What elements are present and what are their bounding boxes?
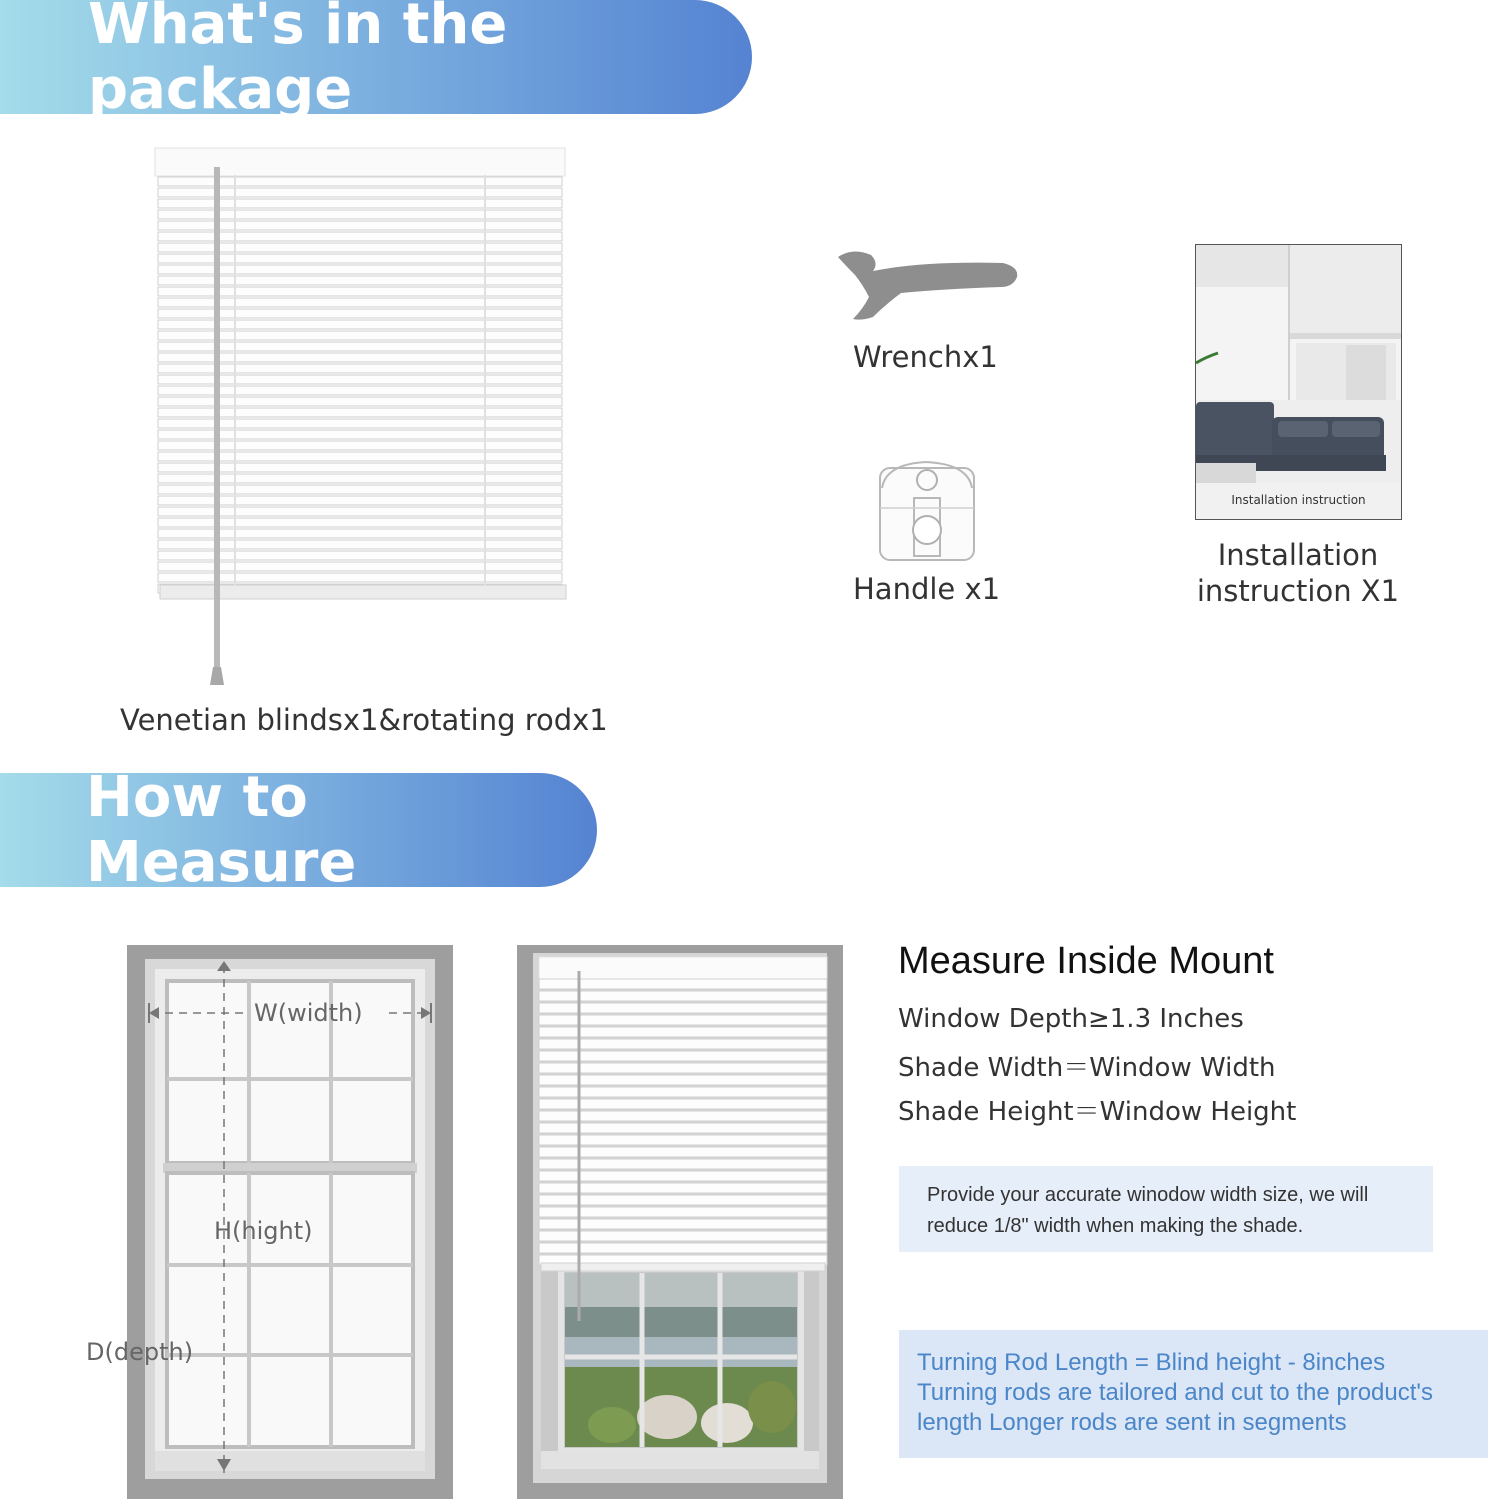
spec-window-depth: Window Depth≥1.3 Inches: [898, 1004, 1244, 1034]
blind-slat: [539, 991, 827, 1001]
blind-slat: [539, 979, 827, 989]
instruction-label-line1: Installation: [1217, 538, 1379, 572]
measure-section-title: How to Measure: [86, 765, 357, 895]
spec-shade-height: Shade Height＝Window Height: [898, 1097, 1297, 1127]
package-section-title: What's in the package: [88, 0, 508, 122]
width-reduction-note: Provide your accurate winodow width size, we will reduce 1/8" width when making the shade.: [899, 1166, 1433, 1252]
blind-slat: [539, 1111, 827, 1121]
wrench-icon: [833, 245, 1023, 325]
handle-icon: [876, 458, 978, 566]
blind-slat: [539, 1183, 827, 1193]
measure-section-banner: [0, 765, 597, 895]
blind-slat: [539, 1027, 827, 1037]
width-dimension-label: W(width): [254, 999, 363, 1027]
blind-slat: [539, 1207, 827, 1217]
blind-slat: [539, 1195, 827, 1205]
height-dimension-label: H(hight): [214, 1217, 313, 1245]
instruction-card-photo: [1196, 245, 1401, 483]
blind-slat: [539, 1099, 827, 1109]
window-with-blind-image: [517, 945, 843, 1499]
package-section-banner: [0, 0, 752, 122]
inside-mount-title: Measure Inside Mount: [898, 940, 1274, 982]
turning-rod-note-line: Turning rods are tailored and cut to the product's: [917, 1379, 1433, 1406]
blind-slat: [539, 1015, 827, 1025]
instruction-card-caption: Installation instruction: [1196, 483, 1401, 519]
blind-slat: [539, 1003, 827, 1013]
blind-slat: [539, 1051, 827, 1061]
blind-slat: [539, 1243, 827, 1253]
spec-shade-width: Shade Width＝Window Width: [898, 1053, 1276, 1083]
wrench-label: Wrenchx1: [853, 340, 998, 374]
instruction-card: [1195, 244, 1402, 520]
turning-rod-note-line: Turning Rod Length = Blind height - 8inches: [917, 1349, 1386, 1376]
blind-slat: [539, 1135, 827, 1145]
blind-slat: [539, 1171, 827, 1181]
handle-label: Handle x1: [853, 572, 1001, 606]
blind-slat: [539, 1231, 827, 1241]
blind-slat: [539, 1159, 827, 1169]
blind-slat: [539, 1063, 827, 1073]
blind-slat: [539, 1123, 827, 1133]
depth-dimension-label: D(depth): [86, 1338, 194, 1366]
blind-slat: [539, 1087, 827, 1097]
blind-slat: [539, 1219, 827, 1229]
turning-rod-note-line: length Longer rods are sent in segments: [917, 1409, 1347, 1436]
turning-rod-note: [899, 1330, 1488, 1458]
instruction-label: [1180, 537, 1416, 609]
blind-slat: [539, 1075, 827, 1085]
venetian-blind-label: Venetian blindsx1&rotating rodx1: [120, 703, 608, 737]
instruction-label-line2: instruction X1: [1196, 574, 1400, 608]
blind-slat: [539, 1147, 827, 1157]
blind-slat: [539, 1039, 827, 1049]
venetian-blind-image: [150, 145, 570, 690]
